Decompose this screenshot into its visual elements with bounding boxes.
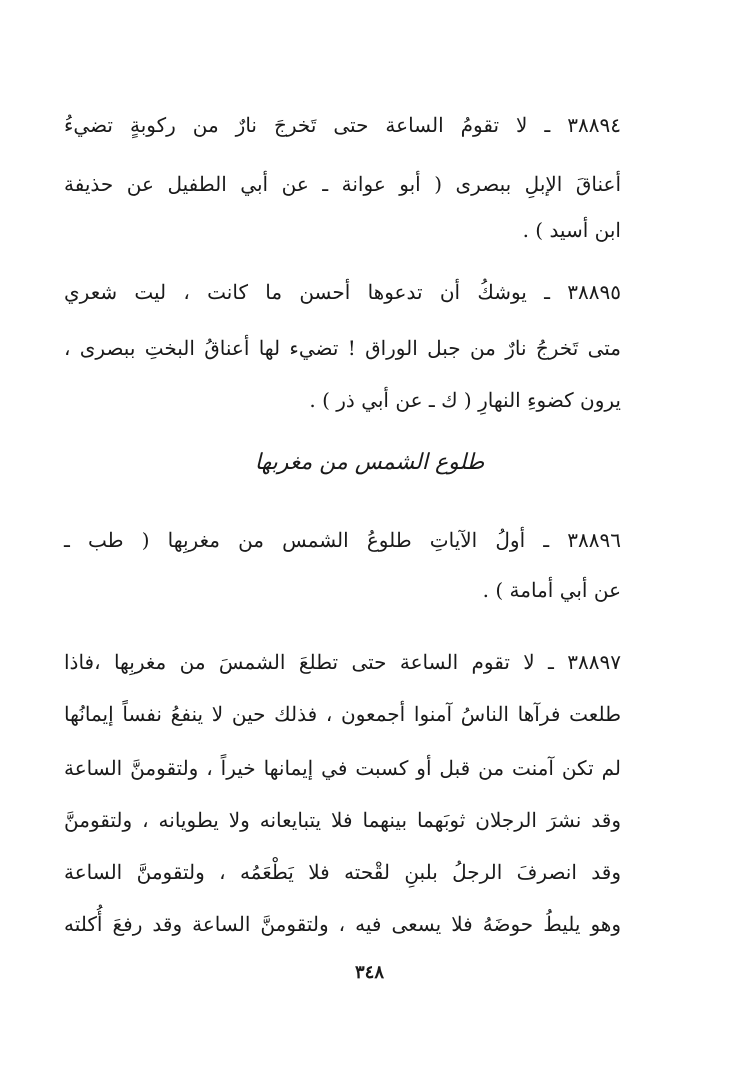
hadith-38896-line-1: ٣٨٨٩٦ ـ أولُ الآياتِ طلوعُ الشمس من مغربِها ( طب ـ [64,528,621,552]
hadith-38894-line-1: ٣٨٨٩٤ ـ لا تقومُ الساعة حتى تَخرجَ نارٌ من ركوبةٍ تضيءُ [64,113,621,137]
hadith-38897-line-3: لم تكن آمنت من قبل أو كسبت في إيمانها خيراً ، ولتقومنَّ الساعة [64,756,621,780]
hadith-38895-line-1: ٣٨٨٩٥ ـ يوشكُ أن تدعوها أحسن ما كانت ، ليت شعري [64,280,621,304]
hadith-38897-line-6: وهو يليطُ حوضَهُ فلا يسعى فيه ، ولتقومنَّ الساعة وقد رفعَ أُكلته [64,912,621,936]
hadith-38895-line-2: متى تَخرجُ نارٌ من جبل الوراق ! تضيء لها أعناقُ البختِ ببصرى ، [64,336,621,360]
hadith-38897-line-1: ٣٨٨٩٧ ـ لا تقوم الساعة حتى تطلعَ الشمسَ من مغربِها ،فاذا [64,650,621,674]
hadith-38897-line-5: وقد انصرفَ الرجلُ بلبنِ لقْحته فلا يَطْعَمُه ، ولتقومنَّ الساعة [64,860,621,884]
page-number: ٣٤٨ [354,962,384,983]
hadith-38894-line-3: ابن أسيد ) . [522,218,621,242]
hadith-38896-line-2: عن أبي أمامة ) . [482,578,621,602]
hadith-38895-line-3: يرون كضوءِ النهارِ ( ك ـ عن أبي ذر ) . [309,388,621,412]
section-heading: طلوع الشمس من مغربها [254,450,485,475]
hadith-38894-line-2: أعناقَ الإبلِ ببصرى ( أبو عوانة ـ عن أبي الطفيل عن حذيفة [64,172,621,196]
hadith-38897-line-2: طلعت فرآها الناسُ آمنوا أجمعون ، فذلك حين لا ينفعُ نفساً إيمانُها [64,702,621,726]
hadith-38897-line-4: وقد نشرَ الرجلان ثوبَهما بينهما فلا يتبايعانه ولا يطويانه ، ولتقومنَّ [64,808,621,832]
